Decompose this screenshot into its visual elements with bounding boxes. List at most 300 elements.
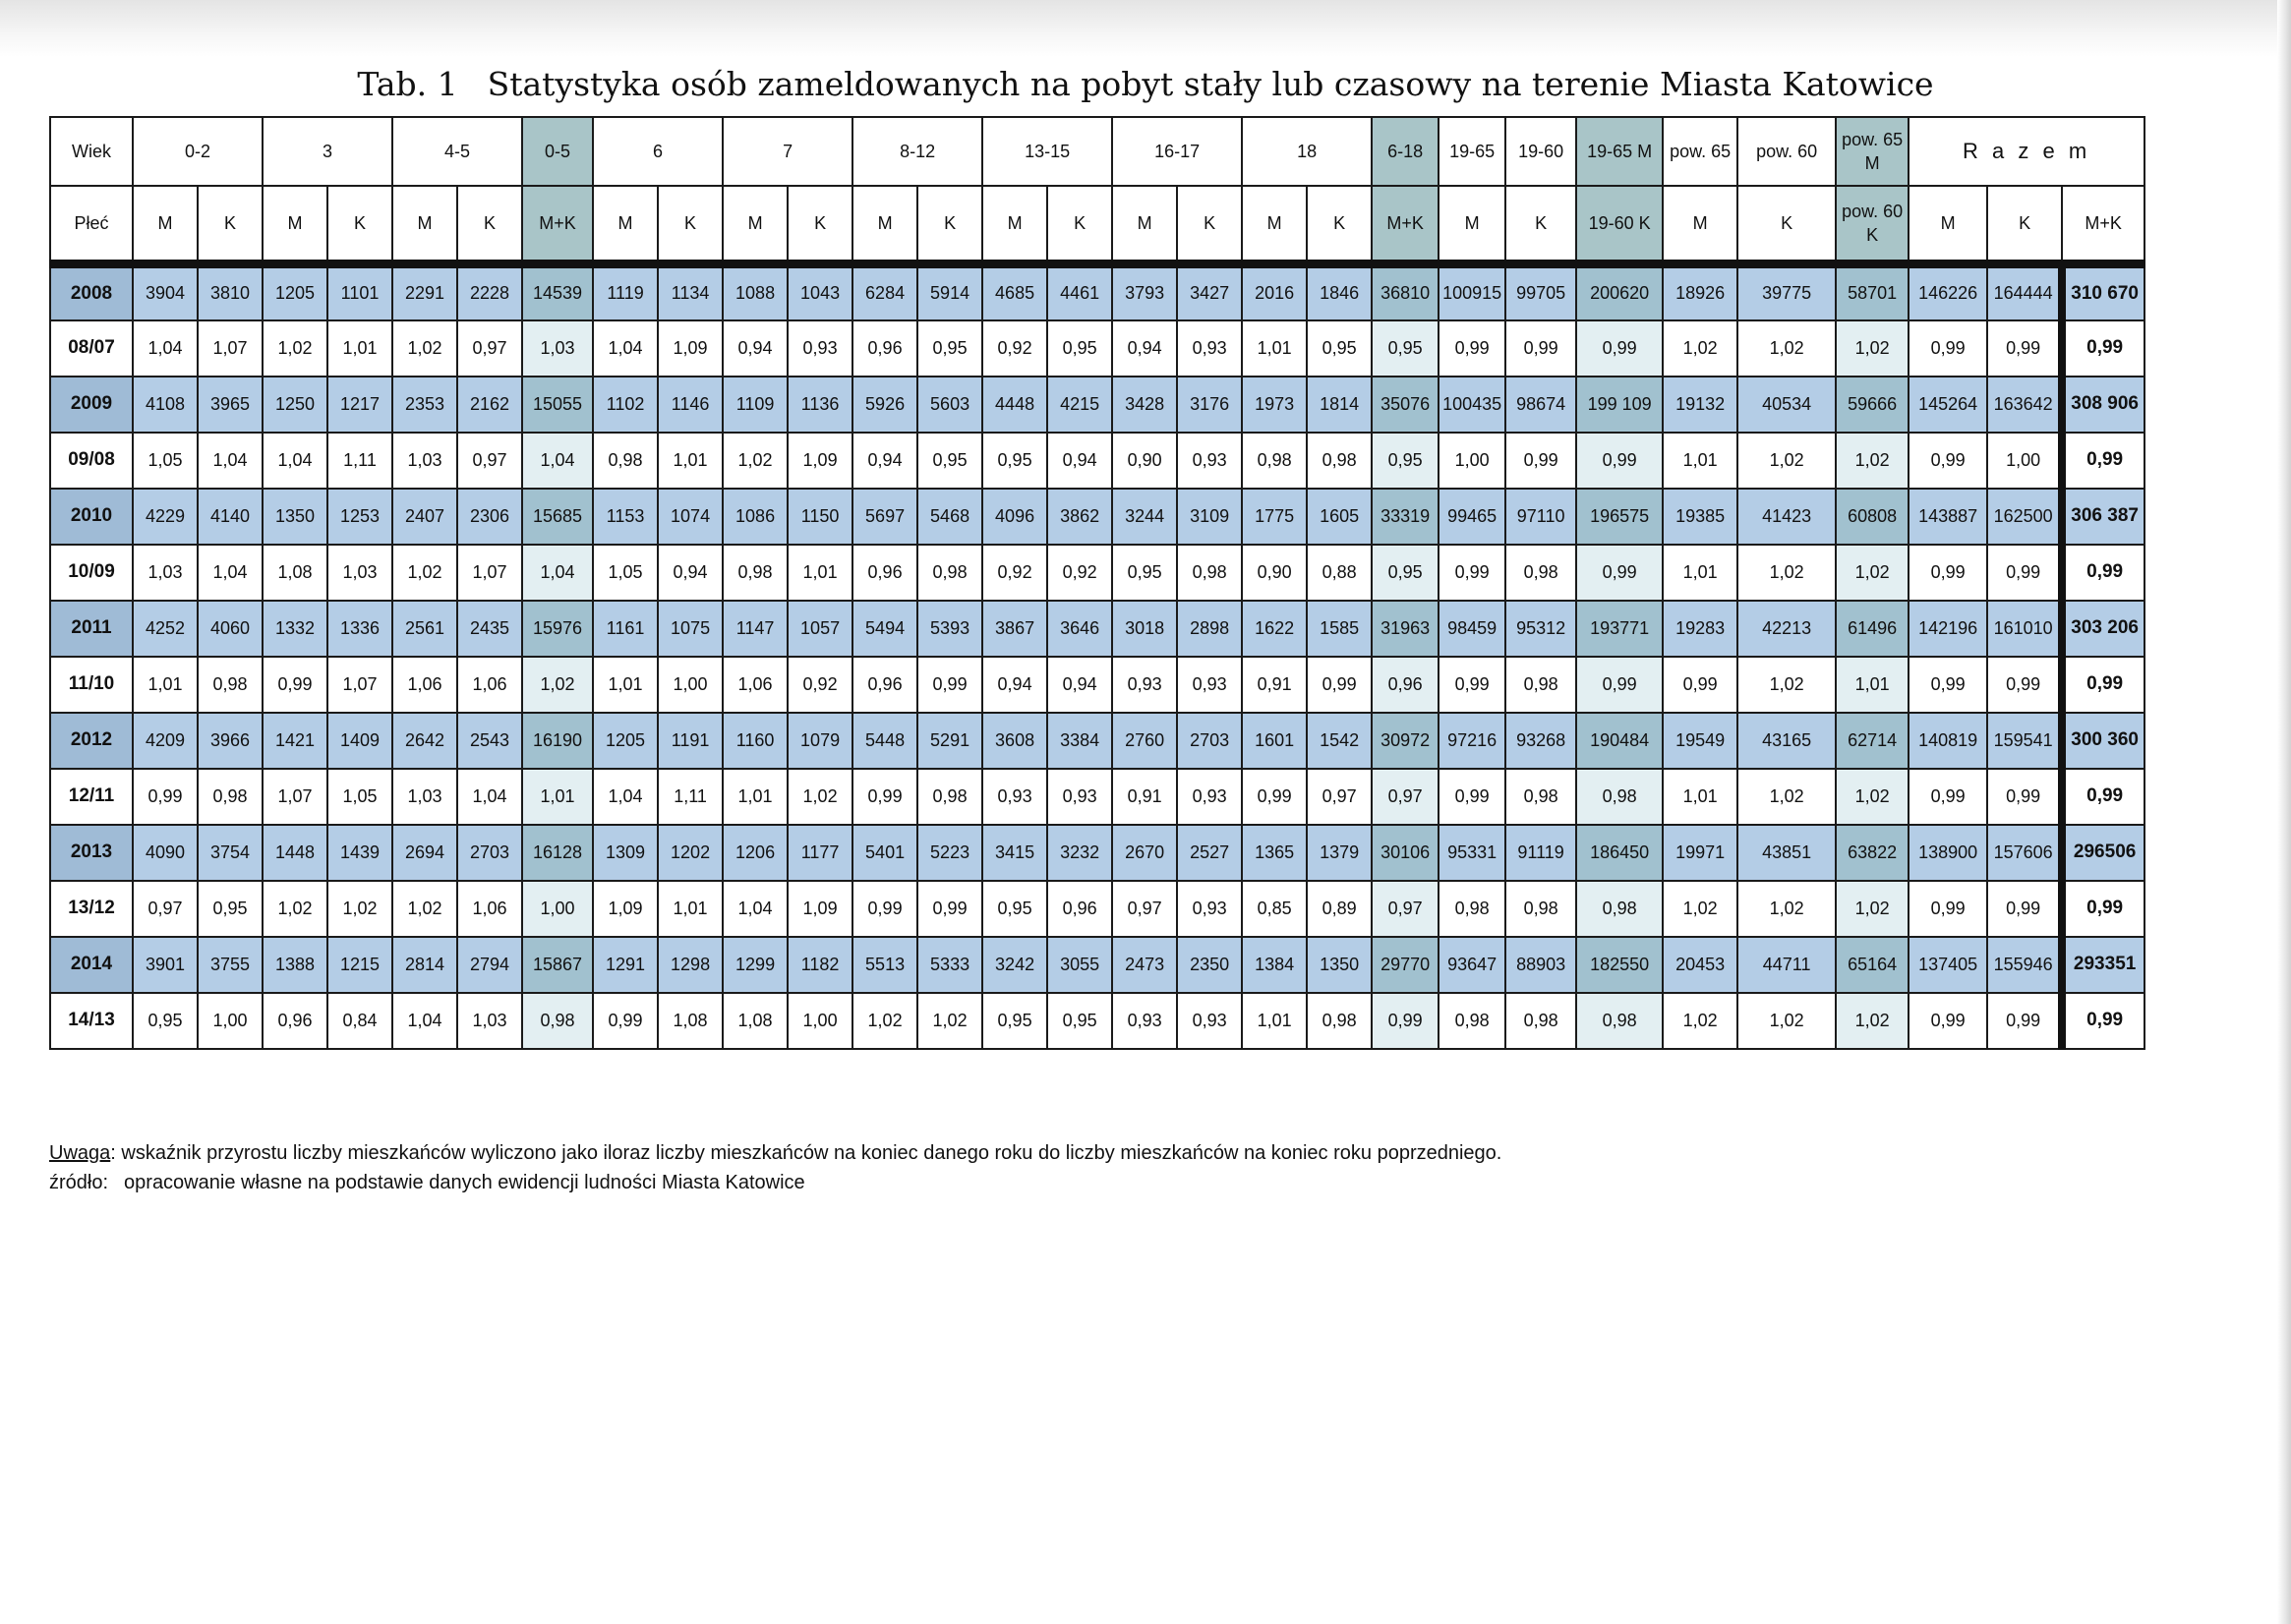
- table-cell: 1,06: [457, 657, 522, 713]
- table-cell: 0,99: [1576, 545, 1663, 601]
- table-cell: 157606: [1987, 825, 2062, 881]
- table-cell: 0,94: [1047, 433, 1112, 489]
- table-cell: 59666: [1836, 377, 1909, 433]
- row-label-cell: 11/10: [50, 657, 133, 713]
- table-cell: 0,97: [1372, 769, 1439, 825]
- table-cell: 1205: [263, 264, 327, 320]
- table-cell: 1,02: [1836, 881, 1909, 937]
- table-cell: 1,07: [457, 545, 522, 601]
- table-cell: 1973: [1242, 377, 1307, 433]
- table-cell: 142196: [1909, 601, 1987, 657]
- table-cell: 1,00: [1987, 433, 2062, 489]
- table-cell: 4140: [198, 489, 263, 545]
- table-cell: 0,98: [198, 769, 263, 825]
- table-cell: 5603: [917, 377, 982, 433]
- table-cell: 0,93: [1177, 320, 1242, 377]
- header-row-sex: [50, 186, 2291, 264]
- table-cell: 1439: [327, 825, 392, 881]
- table-cell: 98674: [1505, 377, 1576, 433]
- table-cell: 0,99: [2062, 881, 2144, 937]
- table-cell: 1102: [593, 377, 658, 433]
- table-cell: 0,98: [1505, 993, 1576, 1049]
- table-cell: 3810: [198, 264, 263, 320]
- table-cell: 1,01: [1242, 993, 1307, 1049]
- table-cell: 0,93: [982, 769, 1047, 825]
- table-cell: 0,93: [1112, 993, 1177, 1049]
- table-cell: 1,01: [133, 657, 198, 713]
- table-cell: 0,95: [917, 320, 982, 377]
- table-cell: 0,99: [917, 657, 982, 713]
- table-cell: 19132: [1663, 377, 1737, 433]
- table-cell: 2162: [457, 377, 522, 433]
- header-age-group: 4-5: [392, 117, 522, 186]
- header-age-group: 13-15: [982, 117, 1112, 186]
- table-cell: 2473: [1112, 937, 1177, 993]
- table-cell: 0,99: [1307, 657, 1372, 713]
- table-cell: 3862: [1047, 489, 1112, 545]
- table-cell: 0,99: [1909, 657, 1987, 713]
- table-cell: 0,99: [1576, 433, 1663, 489]
- table-cell: 0,96: [1047, 881, 1112, 937]
- table-cell: 15685: [522, 489, 593, 545]
- table-cell: 4108: [133, 377, 198, 433]
- table-cell: 1,02: [723, 433, 788, 489]
- table-cell: 300 360: [2062, 713, 2144, 769]
- table-cell: 199 109: [1576, 377, 1663, 433]
- header-sex-cell: pow. 60 K: [1836, 186, 1909, 264]
- header-sex-cell: K: [917, 186, 982, 264]
- table-cell: 2703: [1177, 713, 1242, 769]
- table-cell: 1136: [788, 377, 852, 433]
- table-cell: 0,97: [457, 433, 522, 489]
- table-cell: 2561: [392, 601, 457, 657]
- table-cell: 0,99: [1987, 545, 2062, 601]
- header-age-group: 16-17: [1112, 117, 1242, 186]
- footnotes: [49, 1138, 1501, 1197]
- table-cell: 0,99: [1439, 545, 1505, 601]
- table-cell: 2353: [392, 377, 457, 433]
- table-row-ratio: [50, 769, 2291, 825]
- table-cell: 0,93: [1177, 881, 1242, 937]
- table-cell: 0,95: [1307, 320, 1372, 377]
- table-cell: 3966: [198, 713, 263, 769]
- table-cell: 1,02: [1737, 881, 1836, 937]
- table-cell: 0,94: [658, 545, 723, 601]
- table-cell: 0,99: [1909, 769, 1987, 825]
- table-cell: 1,11: [327, 433, 392, 489]
- table-row-year: [50, 937, 2291, 993]
- table-cell: 1298: [658, 937, 723, 993]
- header-sex-label: Płeć: [50, 186, 133, 264]
- header-sex-cell: M: [1439, 186, 1505, 264]
- table-cell: 0,97: [1372, 881, 1439, 937]
- note-uwaga-text: : wskaźnik przyrostu liczby mieszkańców wyliczono jako iloraz liczby mieszkańców na koniec danego roku do liczby mieszkańców na koniec roku poprzedniego.: [110, 1142, 1502, 1164]
- table-cell: 0,93: [1112, 657, 1177, 713]
- table-cell: 1086: [723, 489, 788, 545]
- table-cell: 0,95: [982, 433, 1047, 489]
- header-age-group: 19-60: [1505, 117, 1576, 186]
- table-cell: 43165: [1737, 713, 1836, 769]
- table-cell: 0,99: [1663, 657, 1737, 713]
- table-cell: 1,01: [658, 881, 723, 937]
- table-cell: 1,05: [593, 545, 658, 601]
- table-cell: 1,06: [457, 881, 522, 937]
- header-sex-cell: M+K: [522, 186, 593, 264]
- table-cell: 1,09: [788, 881, 852, 937]
- header-age-group: 3: [263, 117, 392, 186]
- table-cell: 1,04: [457, 769, 522, 825]
- table-cell: 65164: [1836, 937, 1909, 993]
- table-cell: 18926: [1663, 264, 1737, 320]
- table-cell: 1,02: [1663, 993, 1737, 1049]
- table-cell: 0,98: [917, 545, 982, 601]
- table-cell: 3176: [1177, 377, 1242, 433]
- table-cell: 97110: [1505, 489, 1576, 545]
- header-age-group: 0-2: [133, 117, 263, 186]
- table-cell: 1182: [788, 937, 852, 993]
- table-cell: 0,99: [2062, 657, 2144, 713]
- header-sex-cell: M: [1242, 186, 1307, 264]
- table-cell: 3018: [1112, 601, 1177, 657]
- table-cell: 20453: [1663, 937, 1737, 993]
- table-cell: 1,00: [522, 881, 593, 937]
- table-cell: 1,02: [1836, 993, 1909, 1049]
- table-cell: 1,06: [392, 657, 457, 713]
- table-cell: 5468: [917, 489, 982, 545]
- table-cell: 1,02: [392, 545, 457, 601]
- table-cell: 2435: [457, 601, 522, 657]
- table-cell: 0,84: [327, 993, 392, 1049]
- table-cell: 1,02: [852, 993, 917, 1049]
- table-cell: 61496: [1836, 601, 1909, 657]
- table-cell: 2543: [457, 713, 522, 769]
- table-cell: 0,99: [1909, 320, 1987, 377]
- table-cell: 1309: [593, 825, 658, 881]
- table-cell: 15976: [522, 601, 593, 657]
- table-cell: 1,02: [1737, 769, 1836, 825]
- table-cell: 0,95: [1372, 320, 1439, 377]
- table-cell: 1,01: [1663, 769, 1737, 825]
- table-cell: 43851: [1737, 825, 1836, 881]
- table-cell: 0,95: [1047, 320, 1112, 377]
- table-cell: 155946: [1987, 937, 2062, 993]
- table-cell: 3415: [982, 825, 1047, 881]
- table-cell: 0,98: [1505, 545, 1576, 601]
- table-row-ratio: [50, 993, 2291, 1049]
- table-cell: 1350: [263, 489, 327, 545]
- table-cell: 138900: [1909, 825, 1987, 881]
- header-age-group: 6: [593, 117, 723, 186]
- table-cell: 4096: [982, 489, 1047, 545]
- table-cell: 1,00: [788, 993, 852, 1049]
- table-cell: 140819: [1909, 713, 1987, 769]
- table-cell: 1074: [658, 489, 723, 545]
- table-cell: 35076: [1372, 377, 1439, 433]
- table-cell: 5291: [917, 713, 982, 769]
- table-cell: 2350: [1177, 937, 1242, 993]
- table-cell: 4252: [133, 601, 198, 657]
- table-row-ratio: [50, 545, 2291, 601]
- table-cell: 200620: [1576, 264, 1663, 320]
- statistics-table: [49, 116, 2291, 1050]
- table-cell: 1,02: [263, 320, 327, 377]
- table-cell: 5393: [917, 601, 982, 657]
- header-sex-cell: K: [1737, 186, 1836, 264]
- table-cell: 42213: [1737, 601, 1836, 657]
- table-cell: 0,90: [1242, 545, 1307, 601]
- table-cell: 0,93: [788, 320, 852, 377]
- table-cell: 1384: [1242, 937, 1307, 993]
- table-number: Tab. 1: [357, 65, 458, 103]
- table-cell: 1299: [723, 937, 788, 993]
- table-cell: 1448: [263, 825, 327, 881]
- header-sex-cell: M+K: [2062, 186, 2144, 264]
- table-row-year: [50, 601, 2291, 657]
- note-uwaga: [49, 1138, 1501, 1168]
- table-cell: 0,95: [1047, 993, 1112, 1049]
- table-cell: 1379: [1307, 825, 1372, 881]
- table-cell: 1,08: [723, 993, 788, 1049]
- table-cell: 1388: [263, 937, 327, 993]
- header-age-group: R a z e m: [1909, 117, 2144, 186]
- table-cell: 193771: [1576, 601, 1663, 657]
- header-age-group: 19-65 M: [1576, 117, 1663, 186]
- table-cell: 3755: [198, 937, 263, 993]
- table-cell: 1,01: [593, 657, 658, 713]
- table-cell: 143887: [1909, 489, 1987, 545]
- table-cell: 1079: [788, 713, 852, 769]
- table-cell: 3867: [982, 601, 1047, 657]
- table-cell: 1109: [723, 377, 788, 433]
- table-cell: 1057: [788, 601, 852, 657]
- row-label-cell: 2012: [50, 713, 133, 769]
- table-cell: 0,99: [1909, 433, 1987, 489]
- header-sex-cell: 19-60 K: [1576, 186, 1663, 264]
- header-sex-cell: K: [1307, 186, 1372, 264]
- table-cell: 0,99: [263, 657, 327, 713]
- table-cell: 0,98: [1576, 993, 1663, 1049]
- table-cell: 0,92: [982, 545, 1047, 601]
- header-sex-cell: M: [982, 186, 1047, 264]
- table-cell: 0,99: [852, 769, 917, 825]
- table-cell: 2794: [457, 937, 522, 993]
- table-cell: 1,05: [133, 433, 198, 489]
- table-cell: 0,99: [1987, 657, 2062, 713]
- row-label-cell: 2013: [50, 825, 133, 881]
- table-cell: 1,04: [263, 433, 327, 489]
- table-cell: 5223: [917, 825, 982, 881]
- table-cell: 1622: [1242, 601, 1307, 657]
- table-cell: 0,99: [1987, 320, 2062, 377]
- table-cell: 3427: [1177, 264, 1242, 320]
- table-cell: 0,85: [1242, 881, 1307, 937]
- table-cell: 0,97: [133, 881, 198, 937]
- table-cell: 2814: [392, 937, 457, 993]
- table-cell: 0,94: [852, 433, 917, 489]
- table-cell: 1,04: [392, 993, 457, 1049]
- table-cell: 3901: [133, 937, 198, 993]
- table-cell: 0,95: [917, 433, 982, 489]
- table-cell: 3232: [1047, 825, 1112, 881]
- table-row-ratio: [50, 657, 2291, 713]
- table-cell: 1253: [327, 489, 392, 545]
- table-cell: 30106: [1372, 825, 1439, 881]
- table-cell: 1,02: [1836, 433, 1909, 489]
- table-cell: 0,99: [2062, 545, 2144, 601]
- table-cell: 1291: [593, 937, 658, 993]
- table-cell: 100915: [1439, 264, 1505, 320]
- table-cell: 1150: [788, 489, 852, 545]
- table-cell: 0,90: [1112, 433, 1177, 489]
- table-cell: 293351: [2062, 937, 2144, 993]
- header-sex-cell: K: [788, 186, 852, 264]
- table-cell: 1542: [1307, 713, 1372, 769]
- table-cell: 0,98: [1505, 881, 1576, 937]
- table-cell: 296506: [2062, 825, 2144, 881]
- table-cell: 1,04: [723, 881, 788, 937]
- header-sex-cell: K: [1177, 186, 1242, 264]
- table-row-ratio: [50, 433, 2291, 489]
- table-cell: 2642: [392, 713, 457, 769]
- table-cell: 1,02: [1663, 320, 1737, 377]
- table-cell: 0,95: [1112, 545, 1177, 601]
- table-cell: 0,93: [1177, 769, 1242, 825]
- note-source-label: źródło:: [49, 1172, 109, 1193]
- table-cell: 0,95: [982, 993, 1047, 1049]
- table-cell: 1,02: [327, 881, 392, 937]
- table-cell: 182550: [1576, 937, 1663, 993]
- table-cell: 4685: [982, 264, 1047, 320]
- scan-top-shadow: [0, 0, 2291, 57]
- table-cell: 1101: [327, 264, 392, 320]
- table-cell: 100435: [1439, 377, 1505, 433]
- table-cell: 2306: [457, 489, 522, 545]
- table-row-year: [50, 825, 2291, 881]
- table-cell: 91119: [1505, 825, 1576, 881]
- table-cell: 303 206: [2062, 601, 2144, 657]
- table-cell: 4461: [1047, 264, 1112, 320]
- table-cell: 5333: [917, 937, 982, 993]
- table-cell: 1202: [658, 825, 723, 881]
- table-cell: 30972: [1372, 713, 1439, 769]
- table-cell: 0,93: [1177, 657, 1242, 713]
- table-cell: 1,04: [593, 769, 658, 825]
- table-cell: 0,92: [1047, 545, 1112, 601]
- header-sex-cell: M: [1909, 186, 1987, 264]
- table-cell: 0,99: [1439, 657, 1505, 713]
- table-cell: 40534: [1737, 377, 1836, 433]
- table-cell: 0,99: [1242, 769, 1307, 825]
- table-cell: 1,01: [1663, 545, 1737, 601]
- header-age-group: 6-18: [1372, 117, 1439, 186]
- table-cell: 0,95: [982, 881, 1047, 937]
- table-cell: 0,98: [522, 993, 593, 1049]
- table-cell: 1,03: [522, 320, 593, 377]
- table-cell: 60808: [1836, 489, 1909, 545]
- table-cell: 15055: [522, 377, 593, 433]
- header-age-group: pow. 60: [1737, 117, 1836, 186]
- table-cell: 0,97: [1112, 881, 1177, 937]
- table-cell: 1,01: [1663, 433, 1737, 489]
- table-cell: 1,03: [457, 993, 522, 1049]
- table-cell: 0,93: [1177, 993, 1242, 1049]
- table-cell: 0,95: [1372, 433, 1439, 489]
- table-cell: 308 906: [2062, 377, 2144, 433]
- table-row-year: [50, 377, 2291, 433]
- table-cell: 1153: [593, 489, 658, 545]
- table-cell: 306 387: [2062, 489, 2144, 545]
- table-cell: 2760: [1112, 713, 1177, 769]
- header-sex-cell: M+K: [1372, 186, 1439, 264]
- table-cell: 3646: [1047, 601, 1112, 657]
- table-cell: 0,98: [1505, 769, 1576, 825]
- table-cell: 190484: [1576, 713, 1663, 769]
- row-label-cell: 2014: [50, 937, 133, 993]
- table-cell: 186450: [1576, 825, 1663, 881]
- table-cell: 58701: [1836, 264, 1909, 320]
- table-cell: 1160: [723, 713, 788, 769]
- table-cell: 97216: [1439, 713, 1505, 769]
- table-cell: 0,99: [1909, 545, 1987, 601]
- header-sex-cell: K: [1987, 186, 2062, 264]
- row-label-cell: 2008: [50, 264, 133, 320]
- table-cell: 1250: [263, 377, 327, 433]
- table-cell: 159541: [1987, 713, 2062, 769]
- table-cell: 1043: [788, 264, 852, 320]
- table-cell: 1146: [658, 377, 723, 433]
- table-cell: 0,98: [1307, 993, 1372, 1049]
- table-cell: 1,02: [1737, 320, 1836, 377]
- table-cell: 5914: [917, 264, 982, 320]
- note-source: [49, 1168, 1501, 1197]
- table-cell: 1217: [327, 377, 392, 433]
- table-cell: 1,02: [1737, 433, 1836, 489]
- table-cell: 0,98: [917, 769, 982, 825]
- table-cell: 1,09: [658, 320, 723, 377]
- table-cell: 1332: [263, 601, 327, 657]
- table-cell: 1,01: [723, 769, 788, 825]
- table-cell: 2407: [392, 489, 457, 545]
- table-cell: 4215: [1047, 377, 1112, 433]
- table-cell: 0,99: [917, 881, 982, 937]
- table-cell: 0,96: [852, 320, 917, 377]
- table-cell: 0,89: [1307, 881, 1372, 937]
- table-cell: 1,09: [593, 881, 658, 937]
- table-cell: 0,91: [1242, 657, 1307, 713]
- header-sex-cell: K: [658, 186, 723, 264]
- table-cell: 196575: [1576, 489, 1663, 545]
- table-cell: 0,99: [1987, 881, 2062, 937]
- table-cell: 3904: [133, 264, 198, 320]
- table-cell: 1846: [1307, 264, 1372, 320]
- table-cell: 162500: [1987, 489, 2062, 545]
- table-cell: 33319: [1372, 489, 1439, 545]
- table-cell: 93647: [1439, 937, 1505, 993]
- table-cell: 0,99: [133, 769, 198, 825]
- table-cell: 6284: [852, 264, 917, 320]
- table-cell: 1601: [1242, 713, 1307, 769]
- table-cell: 0,96: [1372, 657, 1439, 713]
- table-cell: 1,02: [1836, 320, 1909, 377]
- table-cell: 1,04: [198, 433, 263, 489]
- table-cell: 1,01: [788, 545, 852, 601]
- row-label-cell: 2009: [50, 377, 133, 433]
- header-sex-cell: M: [593, 186, 658, 264]
- table-cell: 1,04: [593, 320, 658, 377]
- table-cell: 1161: [593, 601, 658, 657]
- table-cell: 2670: [1112, 825, 1177, 881]
- row-label-cell: 09/08: [50, 433, 133, 489]
